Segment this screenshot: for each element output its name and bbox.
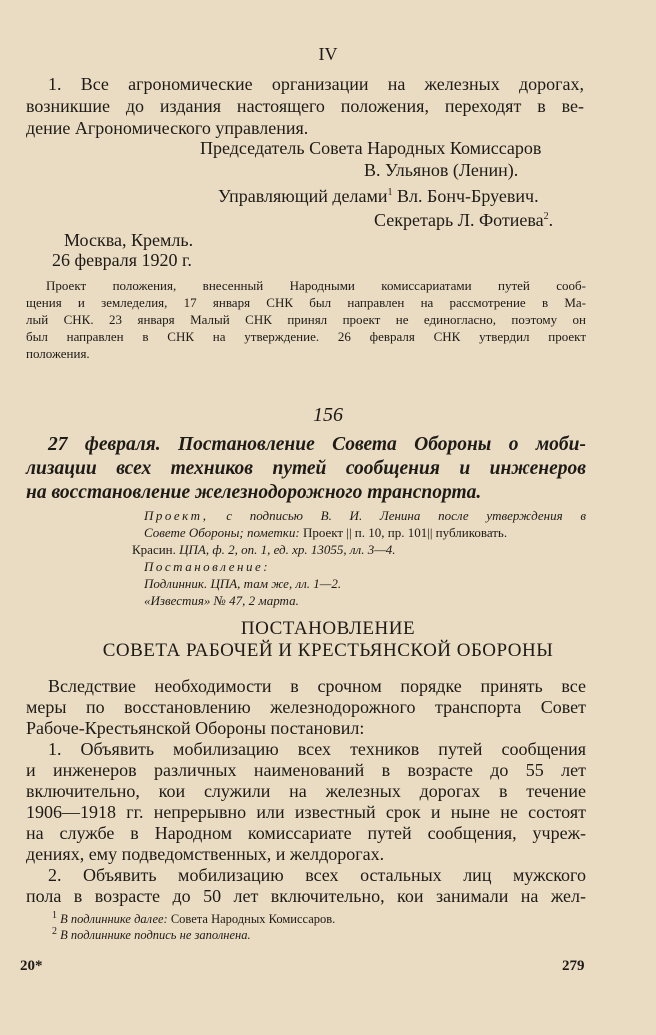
secretary-name: Секретарь Л. Фотиева <box>374 210 544 230</box>
note-line-1: Проект положения, внесенный Народными комиссариатами путей сооб- <box>46 278 586 293</box>
footnote-2: $^2$ В подлиннике подпись не заполнена. <box>52 925 251 942</box>
body-line-4: 1. Объявить мобилизацию всех техников путей сообщения <box>48 739 586 759</box>
footnote-ref-1: 1 <box>387 187 393 198</box>
manager-label: Управляющий делами <box>218 186 388 206</box>
section-iv-line-1: 1. Все агрономические организации на железных дорогах, <box>48 74 584 94</box>
document-heading-line-3: на восстановление железнодорожного транспорта. <box>26 482 482 503</box>
section-iv-line-3: дение Агрономического управления. <box>26 118 309 138</box>
note-line-3: лый СНК. 23 января Малый СНК принял проект не единогласно, поэтому он <box>26 312 586 327</box>
footnote-number: 2 <box>52 925 57 937</box>
chairman-title: Председатель Совета Народных Комиссаров <box>200 138 542 158</box>
document-heading-line-1: 27 февраля. Постановление Совета Обороны о моби- <box>48 434 586 455</box>
manager-name: Вл. Бонч-Бруевич. <box>392 186 539 206</box>
decree-title-line-2: СОВЕТА РАБОЧЕЙ И КРЕСТЬЯНСКОЙ ОБОРОНЫ <box>102 640 554 661</box>
body-line-8: на службе в Народном комиссариате путей сообщения, учреж- <box>26 823 586 843</box>
section-iv-line-2: возникшие до издания настоящего положения, переходят в ве- <box>26 96 584 116</box>
source-line-4: Постановление: <box>144 559 271 574</box>
note-line-2: щения и земледелия, 17 января СНК был направлен на рассмотрение в Ма- <box>26 295 586 310</box>
signature-mark: 20* <box>20 958 43 974</box>
chairman-name: В. Ульянов (Ленин). <box>364 160 519 180</box>
body-line-6: включительно, кои служили на железных дорогах в течение <box>26 781 586 801</box>
note-line-4: был направлен в СНК на утверждение. 26 февраля СНК утвердил проект <box>26 329 586 344</box>
body-line-1: Вследствие необходимости в срочном порядке принять все <box>48 676 586 696</box>
manager-signature <box>218 186 539 207</box>
body-line-11: пола в возрасте до 50 лет включительно, кои занимали на жел- <box>26 886 586 906</box>
source-line-1: Проект, с подписью В. И. Ленина после утверждения в <box>144 508 586 523</box>
section-heading-iv: IV <box>318 44 338 64</box>
page-number: 279 <box>562 958 585 974</box>
date: 26 февраля 1920 г. <box>52 250 192 270</box>
body-line-7: 1906—1918 гг. непрерывно или известный срок и ныне не состоят <box>26 802 586 822</box>
source-line-6: «Известия» № 47, 2 марта. <box>144 593 299 608</box>
place: Москва, Кремль. <box>64 230 194 250</box>
body-line-5: и инженеров различных наименований в возрасте до 55 лет <box>26 760 586 780</box>
source-line-5: Подлинник. ЦПА, там же, лл. 1—2. <box>144 576 342 591</box>
body-line-9: дениях, ему подведомственных, и желдорогах. <box>26 844 385 864</box>
note-line-5: положения. <box>26 346 90 361</box>
footnote-number: 1 <box>52 909 57 921</box>
body-line-2: меры по восстановлению железнодорожного транспорта Совет <box>26 697 586 717</box>
secretary-signature: Секретарь Л. Фотиева$^2$. <box>374 210 554 230</box>
footnote-ref-2: 2 <box>543 211 549 222</box>
body-line-3: Рабоче-Крестьянской Обороны постановил: <box>26 718 365 738</box>
footnote-1: $^1$ В подлиннике далее: Совета Народных Комиссаров. <box>52 909 336 926</box>
source-line-3: Красин. ЦПА, ф. 2, оп. 1, ед. хр. 13055, лл. 3—4. <box>132 542 396 557</box>
body-line-10: 2. Объявить мобилизацию всех остальных лиц мужского <box>48 865 586 885</box>
source-line-2: Совете Обороны; пометки: Проект || п. 10, пр. 101|| публиковать. <box>144 525 508 540</box>
decree-title-line-1: ПОСТАНОВЛЕНИЕ <box>240 618 416 639</box>
document-number: 156 <box>313 404 343 426</box>
document-heading-line-2: лизации всех техников путей сообщения и инженеров <box>26 458 586 479</box>
